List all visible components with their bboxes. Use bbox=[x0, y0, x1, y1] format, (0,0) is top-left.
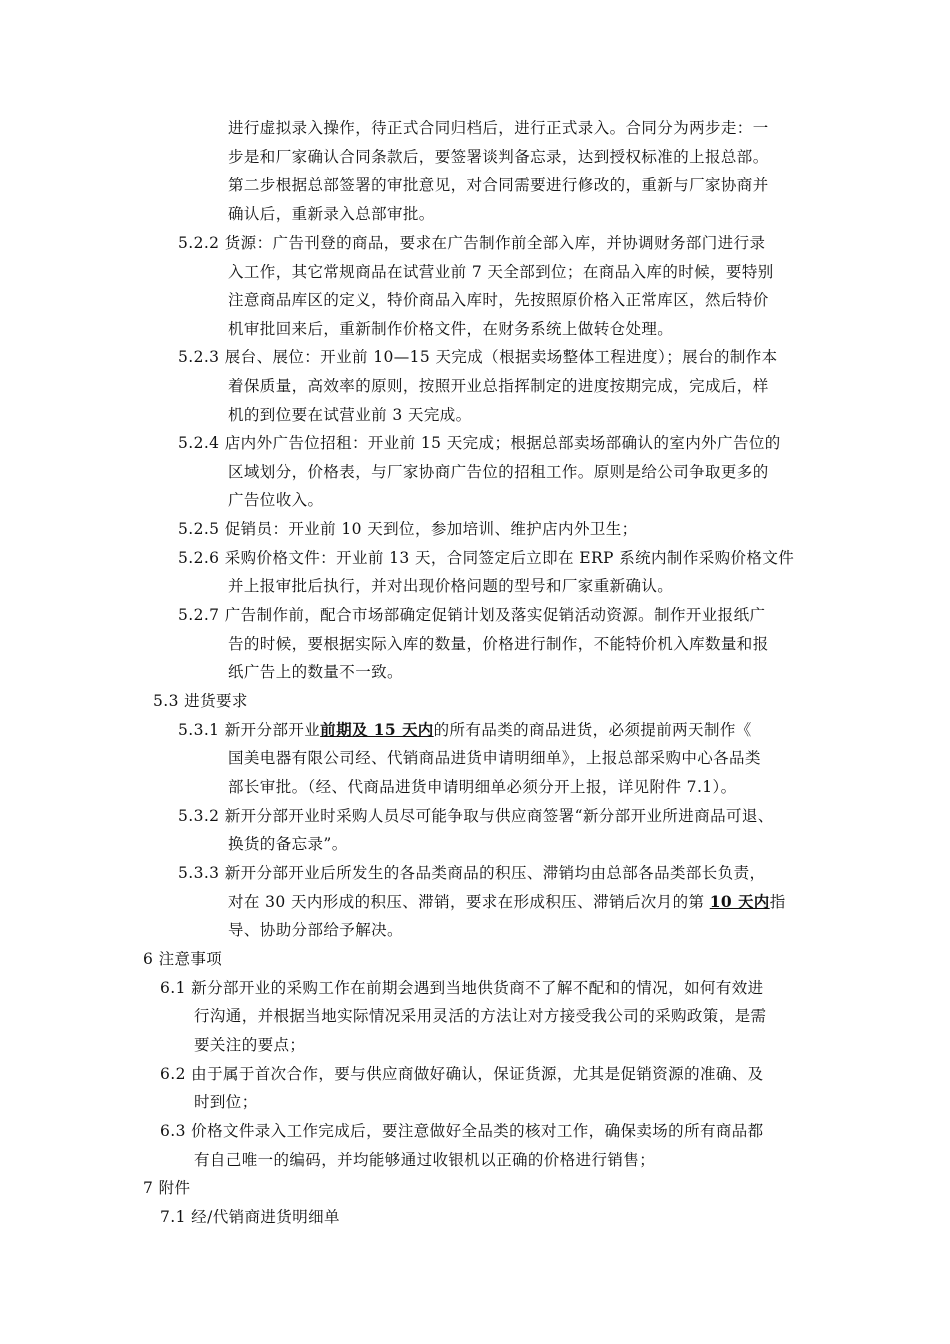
paragraph-line: 进行虚拟录入操作，待正式合同归档后，进行正式录入。合同分为两步走：一 bbox=[228, 119, 769, 137]
item-5-3-3-text: 指 bbox=[769, 893, 786, 911]
item-5-3-3-line: 5.3.3 新开分部开业后所发生的各品类商品的积压、滞销均由总部各品类部长负责， bbox=[178, 864, 766, 882]
section-heading-7: 7 附件 bbox=[143, 1179, 191, 1197]
item-5-2-2-line: 注意商品库区的定义，特价商品入库时，先按照原价格入正常库区，然后特价 bbox=[228, 291, 769, 309]
item-5-3-2-line: 换货的备忘录”。 bbox=[228, 835, 348, 853]
item-5-2-6-line: 5.2.6 采购价格文件：开业前 13 天，合同签定后立即在 ERP 系统内制作采购价格文件 bbox=[178, 549, 795, 567]
item-6-1-line: 6.1 新分部开业的采购工作在前期会遇到当地供货商不了解不配和的情况，如何有效进 bbox=[160, 979, 764, 997]
item-5-3-1-line: 部长审批。（经、代商品进货申请明细单必须分开上报，详见附件 7.1）。 bbox=[228, 778, 737, 796]
section-heading-6: 6 注意事项 bbox=[143, 950, 223, 968]
item-5-3-1-text: 5.3.1 新开分部开业 bbox=[178, 721, 321, 739]
item-5-3-3-line bbox=[228, 892, 786, 912]
item-5-2-6-line: 并上报审批后执行，并对出现价格问题的型号和厂家重新确认。 bbox=[228, 577, 674, 595]
paragraph-line: 第二步根据总部签署的审批意见，对合同需要进行修改的，重新与厂家协商并 bbox=[228, 176, 769, 194]
paragraph-line: 步是和厂家确认合同条款后，要签署谈判备忘录，达到授权标准的上报总部。 bbox=[228, 148, 769, 166]
item-5-2-2-line: 机审批回来后，重新制作价格文件，在财务系统上做转仓处理。 bbox=[228, 320, 674, 338]
item-5-2-2-line: 5.2.2 货源：广告刊登的商品，要求在广告制作前全部入库，并协调财务部门进行录 bbox=[178, 234, 766, 252]
item-5-3-1-line bbox=[178, 720, 752, 740]
item-6-2-line: 时到位； bbox=[194, 1093, 258, 1111]
item-5-2-4-line: 广告位收入。 bbox=[228, 491, 324, 509]
item-5-2-3-line: 机的到位要在试营业前 3 天完成。 bbox=[228, 406, 472, 424]
item-5-2-3-line: 着保质量，高效率的原则，按照开业总指挥制定的进度按期完成，完成后，样 bbox=[228, 377, 769, 395]
item-5-3-3-text: 对在 30 天内形成的积压、滞销，要求在形成积压、滞销后次月的第 bbox=[228, 893, 710, 911]
item-6-3-line: 有自己唯一的编码，并均能够通过收银机以正确的价格进行销售； bbox=[194, 1151, 656, 1169]
item-6-2-line: 6.2 由于属于首次合作，要与供应商做好确认，保证货源，尤其是促销资源的准确、及 bbox=[160, 1065, 764, 1083]
item-5-3-1-line: 国美电器有限公司经、代销商品进货申请明细单》，上报总部采购中心各品类 bbox=[228, 749, 761, 767]
item-5-3-1-text: 的所有品类的商品进货，必须提前两天制作《 bbox=[433, 721, 752, 739]
emphasis-text: 10 天内 bbox=[709, 892, 770, 911]
item-5-2-7-line: 5.2.7 广告制作前，配合市场部确定促销计划及落实促销活动资源。制作开业报纸广 bbox=[178, 606, 766, 624]
item-6-3-line: 6.3 价格文件录入工作完成后，要注意做好全品类的核对工作，确保卖场的所有商品都 bbox=[160, 1122, 764, 1140]
item-5-2-4-line: 区域划分，价格表，与厂家协商广告位的招租工作。原则是给公司争取更多的 bbox=[228, 463, 769, 481]
item-5-2-3-line: 5.2.3 展台、展位：开业前 10—15 天完成（根据卖场整体工程进度）；展台的制作本 bbox=[178, 348, 778, 366]
item-5-2-5-line: 5.2.5 促销员：开业前 10 天到位，参加培训、维护店内外卫生； bbox=[178, 520, 638, 538]
item-5-2-2-line: 入工作，其它常规商品在试营业前 7 天全部到位；在商品入库的时候，要特别 bbox=[228, 263, 774, 281]
emphasis-text: 前期及 15 天内 bbox=[320, 720, 434, 739]
paragraph-line: 确认后，重新录入总部审批。 bbox=[228, 205, 435, 223]
item-6-1-line: 行沟通，并根据当地实际情况采用灵活的方法让对方接受我公司的采购政策，是需 bbox=[194, 1007, 767, 1025]
item-6-1-line: 要关注的要点； bbox=[194, 1036, 306, 1054]
item-5-2-7-line: 告的时候，要根据实际入库的数量，价格进行制作，不能特价机入库数量和报 bbox=[228, 635, 769, 653]
section-heading-5-3: 5.3 进货要求 bbox=[153, 692, 248, 710]
item-5-2-7-line: 纸广告上的数量不一致。 bbox=[228, 663, 403, 681]
item-5-2-4-line: 5.2.4 店内外广告位招租：开业前 15 天完成；根据总部卖场部确认的室内外广告位的 bbox=[178, 434, 781, 452]
item-5-3-3-line: 导、协助分部给予解决。 bbox=[228, 921, 403, 939]
attachment-item: 7.1 经/代销商进货明细单 bbox=[160, 1208, 340, 1226]
item-5-3-2-line: 5.3.2 新开分部开业时采购人员尽可能争取与供应商签署“新分部开业所进商品可退、 bbox=[178, 807, 774, 825]
